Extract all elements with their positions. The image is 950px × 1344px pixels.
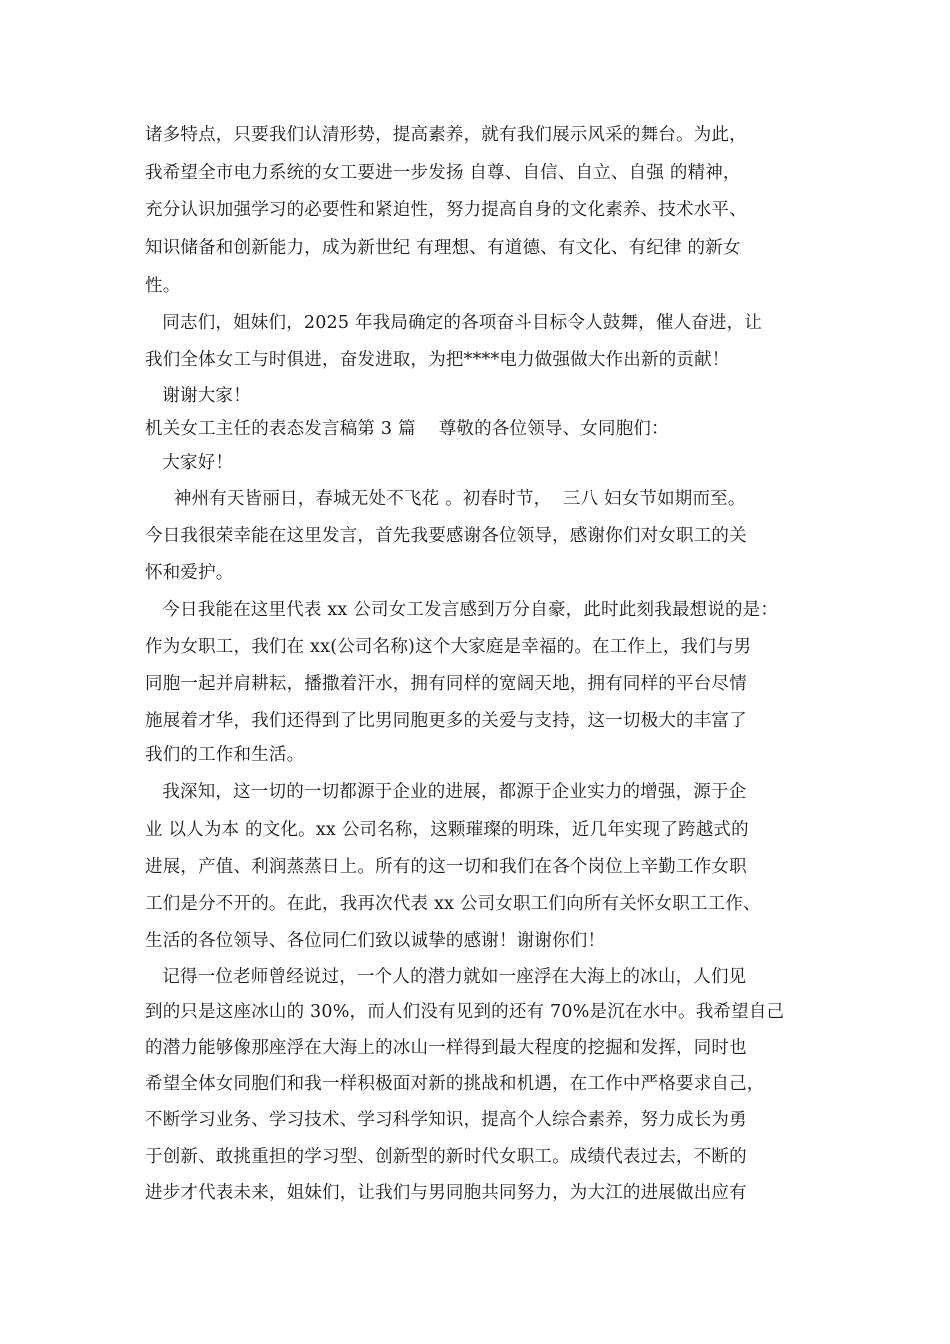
text-line: 怀和爱护。 xyxy=(145,563,234,583)
text-line: 记得一位老师曾经说过，一个人的潜力就如一座浮在大海上的冰山，人们见 xyxy=(145,967,747,987)
text-line: 生活的各位领导、各位同仁们致以诚挚的感谢！谢谢你们！ xyxy=(145,931,606,951)
text-line: 施展着才华，我们还得到了比男同胞更多的关爱与支持，这一切极大的丰富了 xyxy=(145,711,747,731)
text-line: 于创新、敢挑重担的学习型、创新型的新时代女职工。成绩代表过去，不断的 xyxy=(145,1147,747,1167)
text-line: 神州有天皆丽日，春城无处不飞花 。初春时节， 三八 妇女节如期而至。 xyxy=(145,489,746,509)
text-line: 谢谢大家！ xyxy=(145,386,251,406)
text-line: 到的只是这座冰山的 30%，而人们没有见到的还有 70%是沉在水中。我希望自己 xyxy=(145,1002,785,1022)
text-line: 的潜力能够像那座浮在大海上的冰山一样得到最大程度的挖掘和发挥，同时也 xyxy=(145,1038,747,1058)
text-line: 知识储备和创新能力，成为新世纪 有理想、有道德、有文化、有纪律 的新女 xyxy=(145,238,741,258)
text-line: 大家好！ xyxy=(145,453,234,473)
text-line: 不断学习业务、学习技术、学习科学知识，提高个人综合素养，努力成长为勇 xyxy=(145,1110,747,1130)
text-line: 充分认识加强学习的必要性和紧迫性，努力提高自身的文化素养、技术水平、 xyxy=(145,200,747,220)
text-line: 今日我能在这里代表 xx 公司女工发言感到万分自豪，此时此刻我最想说的是： xyxy=(145,600,779,620)
text-line: 诸多特点，只要我们认清形势，提高素养，就有我们展示风采的舞台。为此， xyxy=(145,125,747,145)
text-line: 进步才代表未来，姐妹们，让我们与男同胞共同努力，为大江的进展做出应有 xyxy=(145,1183,747,1203)
section-heading: 机关女工主任的表态发言稿第 3 篇 尊敬的各位领导、女同胞们： xyxy=(145,419,669,439)
text-line: 作为女职工，我们在 xx(公司名称)这个大家庭是幸福的。在工作上，我们与男 xyxy=(145,637,752,657)
text-line: 我希望全市电力系统的女工要进一步发扬 自尊、自信、自立、自强 的精神， xyxy=(145,163,741,183)
text-line: 我们全体女工与时俱进，奋发进取，为把****电力做强做大作出新的贡献！ xyxy=(145,350,730,370)
text-line: 同胞一起并肩耕耘，播撒着汗水，拥有同样的宽阔天地，拥有同样的平台尽情 xyxy=(145,674,747,694)
text-line: 同志们，姐妹们，2025 年我局确定的各项奋斗目标令人鼓舞，催人奋进，让 xyxy=(145,313,763,333)
text-line: 我深知，这一切的一切都源于企业的进展，都源于企业实力的增强，源于企 xyxy=(145,782,747,802)
text-line: 进展，产值、利润蒸蒸日上。所有的这一切和我们在各个岗位上辛勤工作女职 xyxy=(145,857,747,877)
text-line: 工们是分不开的。在此，我再次代表 xx 公司女职工们向所有关怀女职工工作、 xyxy=(145,894,761,914)
text-line: 希望全体女同胞们和我一样积极面对新的挑战和机遇，在工作中严格要求自己， xyxy=(145,1074,765,1094)
text-line: 今日我很荣幸能在这里发言，首先我要感谢各位领导，感谢你们对女职工的关 xyxy=(145,526,747,546)
text-line: 性。 xyxy=(145,276,181,296)
text-line: 我们的工作和生活。 xyxy=(145,745,305,765)
text-line: 业 以人为本 的文化。xx 公司名称，这颗璀璨的明珠，近几年实现了跨越式的 xyxy=(145,820,749,840)
